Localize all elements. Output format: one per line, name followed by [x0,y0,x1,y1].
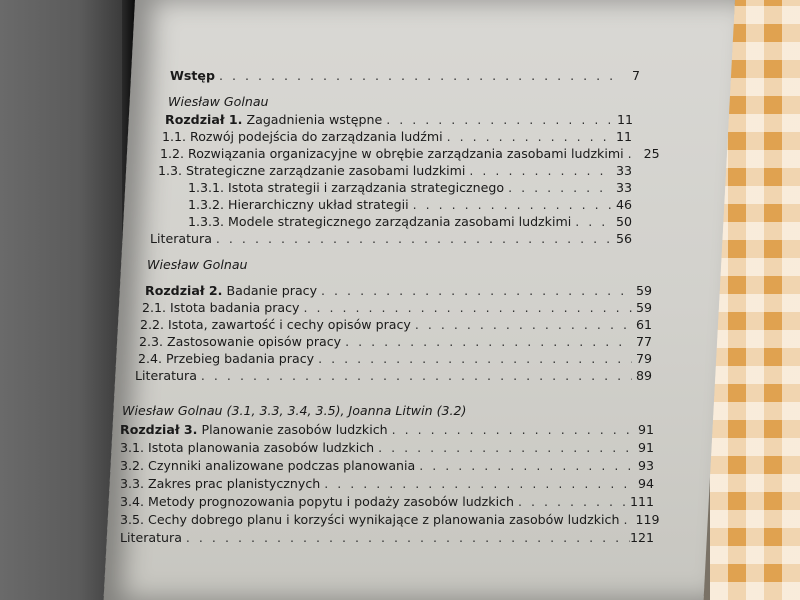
chapter-3-heading [120,421,654,438]
chapter-1-page: 11 [616,112,633,127]
toc-intro [170,67,640,84]
toc-entry: Literatura . . . 56 [150,230,632,247]
toc-entry: 1.3.2. Hierarchiczny układ strategii . . . 46 [188,196,632,213]
toc-entry: 1.3.1. Istota strategii i zarządzania strategicznego . . . 33 [188,179,632,196]
chapter-2-page: 59 [635,283,652,298]
chapter-1-author: Wiesław Golnau [168,94,269,109]
toc-entry: 3.4. Metody prognozowania popytu i podaży zasobów ludzkich . . . 111 [120,493,654,510]
chapter-3-author: Wiesław Golnau (3.1, 3.3, 3.4, 3.5), Joanna Litwin (3.2) [122,403,467,418]
table-of-contents [120,60,680,600]
toc-entry: 3.1. Istota planowania zasobów ludzkich . . . 91 [120,439,654,456]
toc-entry: 2.2. Istota, zawartość i cechy opisów pracy . . . 61 [140,316,652,333]
chapter-1-heading [165,111,633,128]
toc-entry: 2.1. Istota badania pracy . . . 59 [142,299,652,316]
chapter-1-label: Rozdział 1. [165,112,243,127]
toc-entry: Literatura . . . 89 [135,367,652,384]
toc-entry: 1.3.3. Modele strategicznego zarządzania zasobami ludzkimi . . . 50 [188,213,632,230]
chapter-3-label: Rozdział 3. [120,422,198,437]
toc-intro-title: Wstęp [170,68,215,83]
chapter-1-title: Zagadnienia wstępne [246,112,383,127]
toc-entry: Literatura . . . 121 [120,529,654,546]
chapter-2-title: Badanie pracy [226,283,318,298]
toc-entry: 1.3. Strategiczne zarządzanie zasobami ludzkimi . . . 33 [158,162,632,179]
toc-intro-page: 7 [631,68,640,83]
chapter-2-heading [145,282,652,299]
toc-entry: 3.2. Czynniki analizowane podczas planowania . . . 93 [120,457,654,474]
toc-entry: 2.3. Zastosowanie opisów pracy . . . 77 [139,333,652,350]
toc-entry: 1.1. Rozwój podejścia do zarządzania ludźmi . . . 11 [162,128,632,145]
chapter-3-page: 91 [637,422,654,437]
toc-entry: 1.2. Rozwiązania organizacyjne w obrębie zarządzania zasobami ludzkimi . . . 25 [160,145,632,162]
toc-entry: 3.5. Cechy dobrego planu i korzyści wynikające z planowania zasobów ludzkich . . . 119 [120,511,654,528]
toc-entry: 3.3. Zakres prac planistycznych . . . 94 [120,475,654,492]
chapter-3-title: Planowanie zasobów ludzkich [201,422,388,437]
toc-entry: 2.4. Przebieg badania pracy . . . 79 [138,350,652,367]
chapter-2-label: Rozdział 2. [145,283,223,298]
chapter-2-author: Wiesław Golnau [147,257,248,272]
